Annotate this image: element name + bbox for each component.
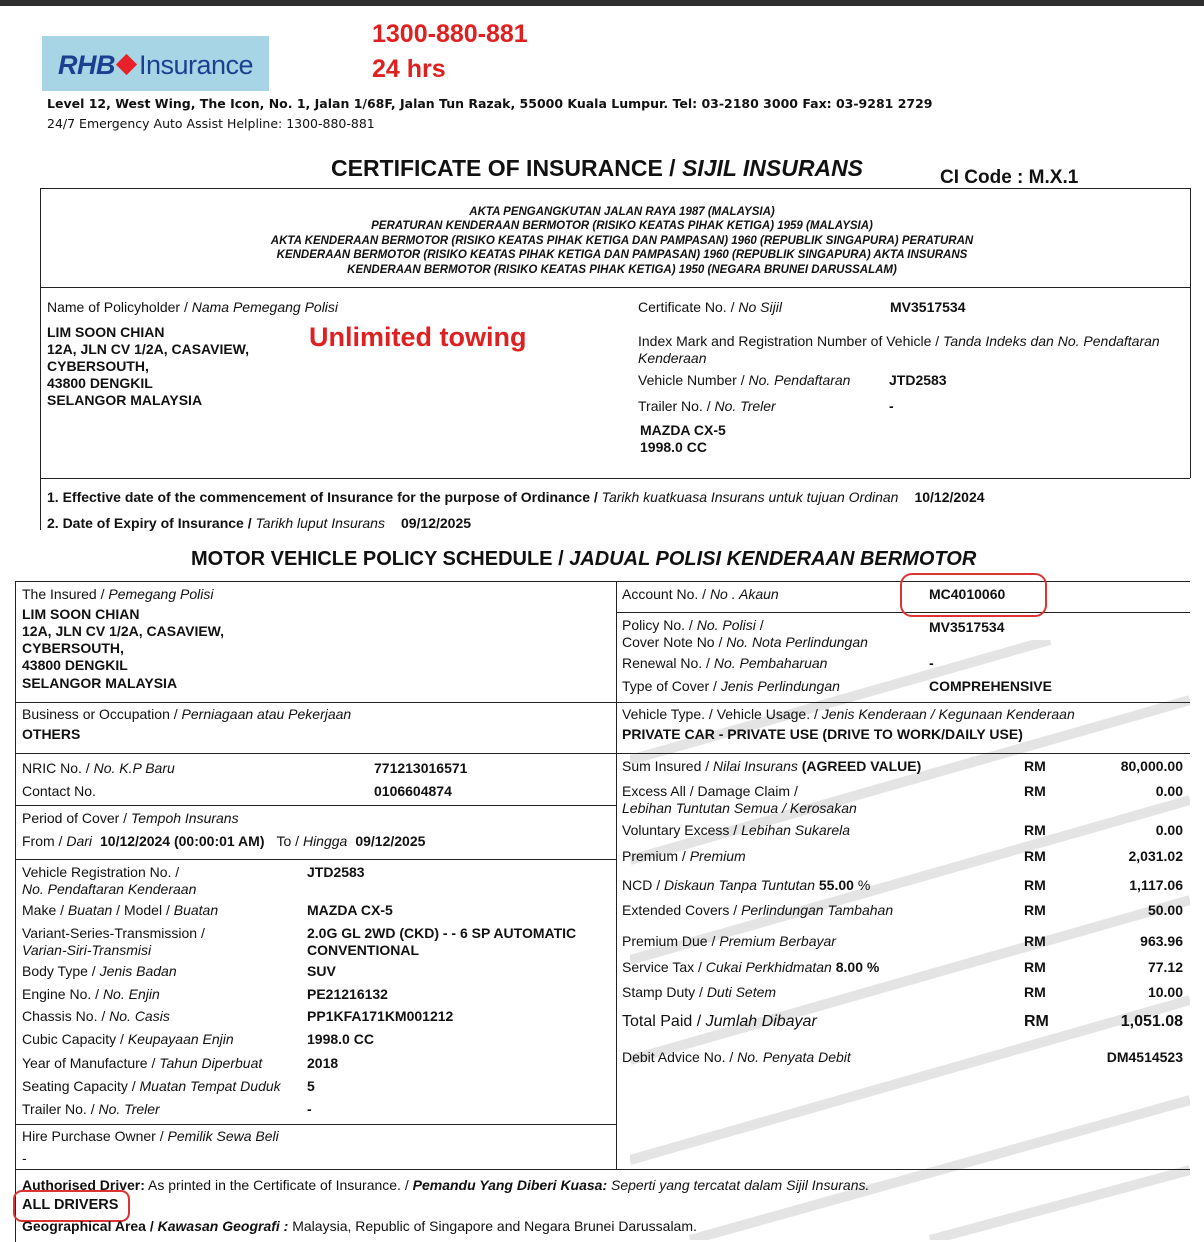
hire-purchase-value: - xyxy=(22,1150,27,1166)
voluntary-excess-label: Voluntary Excess / Lebihan Sukarela xyxy=(622,822,851,838)
currency-label: RM xyxy=(1024,758,1046,774)
currency-label: RM xyxy=(1024,822,1046,838)
stamp-duty-value: 10.00 xyxy=(1147,984,1183,1000)
cubic-capacity-value: 1998.0 CC xyxy=(307,1031,374,1047)
total-paid-value: 1,051.08 xyxy=(1120,1013,1183,1030)
ncd-value: 1,117.06 xyxy=(1129,877,1183,893)
certificate-no-label: Certificate No. / No Sijil xyxy=(638,299,782,315)
policyholder-address-line: 43800 DENGKIL xyxy=(47,375,153,391)
seating-capacity-value: 5 xyxy=(307,1078,315,1094)
certificate-no-value: MV3517534 xyxy=(890,299,966,315)
insured-address-line: SELANGOR MALAYSIA xyxy=(22,675,178,691)
business-value: OTHERS xyxy=(22,726,81,742)
vehicle-cc: 1998.0 CC xyxy=(640,439,707,455)
premium-due-label: Premium Due / Premium Berbayar xyxy=(622,933,836,949)
cubic-capacity-label: Cubic Capacity / Keupayaan Enjin xyxy=(22,1031,234,1047)
chassis-no-value: PP1KFA171KM001212 xyxy=(307,1008,454,1024)
trailer-value: - xyxy=(307,1101,312,1117)
certificate-title: CERTIFICATE OF INSURANCE / SIJIL INSURANS xyxy=(331,155,864,181)
account-highlight-circle xyxy=(900,573,1047,617)
index-mark-label-cont: Kenderaan xyxy=(638,350,707,366)
sched-mid xyxy=(616,581,617,1169)
stamp-duty-label: Stamp Duty / Duti Setem xyxy=(622,984,777,1000)
voluntary-excess-value: 0.00 xyxy=(1155,822,1183,838)
insured-name: LIM SOON CHIAN xyxy=(22,606,140,622)
premium-label: Premium / Premium xyxy=(622,848,746,864)
vehicle-reg-label-my: No. Pendaftaran Kenderaan xyxy=(22,881,197,897)
account-no-label: Account No. / No . Akaun xyxy=(622,586,779,602)
variant-value: 2.0G GL 2WD (CKD) - - 6 SP AUTOMATIC xyxy=(307,925,577,941)
geographical-area-row: Geographical Area / Kawasan Geografi : Malaysia, Republic of Singapore and Negara Brunei Darussalam. xyxy=(22,1218,697,1234)
hire-purchase-label: Hire Purchase Owner / Pemilik Sewa Beli xyxy=(22,1128,279,1144)
variant-value-cont: CONVENTIONAL xyxy=(307,942,419,958)
service-tax-label: Service Tax / Cukai Perkhidmatan 8.00 % xyxy=(622,959,880,975)
total-paid-label: Total Paid / Jumlah Dibayar xyxy=(622,1013,817,1030)
company-address: Level 12, West Wing, The Icon, No. 1, Jalan 1/68F, Jalan Tun Razak, 55000 Kuala Lumpur. Tel: 03-2180 3000 Fax: 03-9281 2729 xyxy=(47,96,933,111)
hotline-number: 1300-880-881 xyxy=(372,20,528,48)
cover-type-value: COMPREHENSIVE xyxy=(929,678,1052,694)
renewal-no-label: Renewal No. / No. Pembaharuan xyxy=(622,655,828,671)
extended-covers-value: 50.00 xyxy=(1147,902,1183,918)
nric-label: NRIC No. / No. K.P Baru xyxy=(22,760,175,776)
engine-no-value: PE21216132 xyxy=(307,986,388,1002)
currency-label: RM xyxy=(1024,877,1046,893)
acts-block: AKTA PENGANGKUTAN JALAN RAYA 1987 (MALAYSIA) PERATURAN KENDERAAN BERMOTOR (RISIKO KEATAS PIHAK KETIGA) 1959 (MALAYSIA) AKTA KENDERAAN BERMOTOR (RISIKO KEATAS PIHAK KETIGA DAN PAMPASAN) 1960 (REPUBLIK SINGAPURA) PERATURAN KENDERAAN BERMOTOR (RISIKO KEATAS PIHAK KETIGA DAN PAMPASAN) 1960 (REPUBLIK SINGAPURA) AKTA INSURANS KENDERAAN BERMOTOR (RISIKO KEATAS PIHAK KETIGA) 1950 (NEGARA BRUNEI DARUSSALAM) xyxy=(270,206,974,276)
cert-box-top xyxy=(40,188,1190,189)
sched-left xyxy=(15,581,16,1242)
currency-label: RM xyxy=(1024,848,1046,864)
currency-label: RM xyxy=(1024,959,1046,975)
ncd-label: NCD / Diskaun Tanpa Tuntutan 55.00 % xyxy=(622,877,871,893)
sum-insured-label: Sum Insured / Nilai Insurans (AGREED VALUE) xyxy=(622,758,922,774)
period-from-to: From / Dari 10/12/2024 (00:00:01 AM) To / Hingga 09/12/2025 xyxy=(22,833,426,849)
vehicle-reg-value: JTD2583 xyxy=(307,864,365,880)
index-mark-label: Index Mark and Registration Number of Vehicle / Tanda Indeks dan No. Pendaftaran xyxy=(638,333,1160,349)
policyholder-address-line: 12A, JLN CV 1/2A, CASAVIEW, xyxy=(47,341,250,357)
contact-label: Contact No. xyxy=(22,783,96,799)
vehicle-model: MAZDA CX-5 xyxy=(640,422,726,438)
sched-line xyxy=(15,1169,1190,1170)
policy-no-label: Policy No. / No. Polisi / xyxy=(622,617,764,633)
trailer-no-label: Trailer No. / No. Treler xyxy=(638,398,776,414)
effective-date-row: 1. Effective date of the commencement of Insurance for the purpose of Ordinance / Tarikh kuatkuasa Insurans untuk tujuan Ordinan 10/12/2024 xyxy=(47,489,985,505)
insured-address-line: CYBERSOUTH, xyxy=(22,640,124,656)
make-model-value: MAZDA CX-5 xyxy=(307,902,393,918)
schedule-title: MOTOR VEHICLE POLICY SCHEDULE / JADUAL POLISI KENDERAAN BERMOTOR xyxy=(191,548,977,570)
seating-capacity-label: Seating Capacity / Muatan Tempat Duduk xyxy=(22,1078,281,1094)
variant-label-my: Varian-Siri-Transmisi xyxy=(22,942,152,958)
cover-type-label: Type of Cover / Jenis Perlindungan xyxy=(622,678,840,694)
vehicle-number-value: JTD2583 xyxy=(889,372,947,388)
cert-divider-1 xyxy=(40,287,1190,288)
premium-value: 2,031.02 xyxy=(1128,848,1183,864)
period-label: Period of Cover / Tempoh Insurans xyxy=(22,810,239,826)
assist-helpline: 24/7 Emergency Auto Assist Helpline: 1300-880-881 xyxy=(47,116,375,131)
ci-code: CI Code : M.X.1 xyxy=(940,167,1079,188)
renewal-no-value: - xyxy=(929,655,934,671)
expiry-date-row: 2. Date of Expiry of Insurance / Tarikh luput Insurans 09/12/2025 xyxy=(47,515,472,531)
cert-divider-2 xyxy=(40,478,1190,479)
sched-line xyxy=(15,702,1190,703)
insured-label: The Insured / Pemegang Polisi xyxy=(22,586,214,602)
variant-label: Variant-Series-Transmission / xyxy=(22,925,205,941)
towing-annotation: Unlimited towing xyxy=(309,322,527,352)
hotline-hours: 24 hrs xyxy=(372,55,446,83)
policy-no-value: MV3517534 xyxy=(929,619,1005,635)
sum-insured-value: 80,000.00 xyxy=(1120,758,1183,774)
body-type-value: SUV xyxy=(307,963,336,979)
rhb-insurance-logo: RHB Insurance xyxy=(42,36,269,91)
year-manufacture-value: 2018 xyxy=(307,1055,339,1071)
authorised-driver-row: Authorised Driver: As printed in the Certificate of Insurance. / Pemandu Yang Diberi Kuasa: Seperti yang tercatat dalam Sijil Insurans. xyxy=(22,1177,870,1193)
vehicle-type-label: Vehicle Type. / Vehicle Usage. / Jenis Kenderaan / Kegunaan Kenderaan xyxy=(622,706,1075,722)
premium-due-value: 963.96 xyxy=(1140,933,1183,949)
cert-box-right xyxy=(1190,188,1191,478)
contact-value: 0106604874 xyxy=(374,783,452,799)
business-label: Business or Occupation / Perniagaan atau Pekerjaan xyxy=(22,706,352,722)
trailer-no-value: - xyxy=(889,398,894,414)
service-tax-value: 77.12 xyxy=(1147,959,1183,975)
sched-line xyxy=(15,1124,616,1125)
trailer-label: Trailer No. / No. Treler xyxy=(22,1101,160,1117)
debit-advice-label: Debit Advice No. / No. Penyata Debit xyxy=(622,1049,851,1065)
nric-value: 771213016571 xyxy=(374,760,468,776)
body-type-label: Body Type / Jenis Badan xyxy=(22,963,177,979)
policyholder-address-line: SELANGOR MALAYSIA xyxy=(47,392,203,408)
engine-no-label: Engine No. / No. Enjin xyxy=(22,986,160,1002)
currency-label: RM xyxy=(1024,1013,1049,1030)
excess-label: Excess All / Damage Claim / xyxy=(622,783,798,799)
vehicle-type-value: PRIVATE CAR - PRIVATE USE (DRIVE TO WORK/DAILY USE) xyxy=(622,726,1023,742)
top-border xyxy=(0,0,1204,6)
currency-label: RM xyxy=(1024,933,1046,949)
currency-label: RM xyxy=(1024,984,1046,1000)
insured-address-line: 12A, JLN CV 1/2A, CASAVIEW, xyxy=(22,623,225,639)
policyholder-address-line: CYBERSOUTH, xyxy=(47,358,149,374)
sched-line xyxy=(15,805,616,806)
account-no-value: MC4010060 xyxy=(929,586,1006,602)
excess-value: 0.00 xyxy=(1155,783,1183,799)
make-model-label: Make / Buatan / Model / Buatan xyxy=(22,902,219,918)
vehicle-number-label: Vehicle Number / No. Pendaftaran xyxy=(638,372,851,388)
currency-label: RM xyxy=(1024,902,1046,918)
sched-line xyxy=(15,859,616,860)
all-drivers-value: ALL DRIVERS xyxy=(22,1197,119,1213)
policyholder-name: LIM SOON CHIAN xyxy=(47,324,165,340)
policyholder-label: Name of Policyholder / Nama Pemegang Polisi xyxy=(47,299,339,315)
debit-advice-value: DM4514523 xyxy=(1106,1049,1183,1065)
extended-covers-label: Extended Covers / Perlindungan Tambahan xyxy=(622,902,894,918)
chassis-no-label: Chassis No. / No. Casis xyxy=(22,1008,170,1024)
insured-address-line: 43800 DENGKIL xyxy=(22,657,128,673)
year-manufacture-label: Year of Manufacture / Tahun Diperbuat xyxy=(22,1055,263,1071)
diamond-icon xyxy=(116,54,137,75)
excess-label-my: Lebihan Tuntutan Semua / Kerosakan xyxy=(622,800,857,816)
cover-note-label: Cover Note No / No. Nota Perlindungan xyxy=(622,634,868,650)
currency-label: RM xyxy=(1024,783,1046,799)
sched-line xyxy=(15,753,1190,754)
vehicle-reg-label: Vehicle Registration No. / xyxy=(22,864,180,880)
